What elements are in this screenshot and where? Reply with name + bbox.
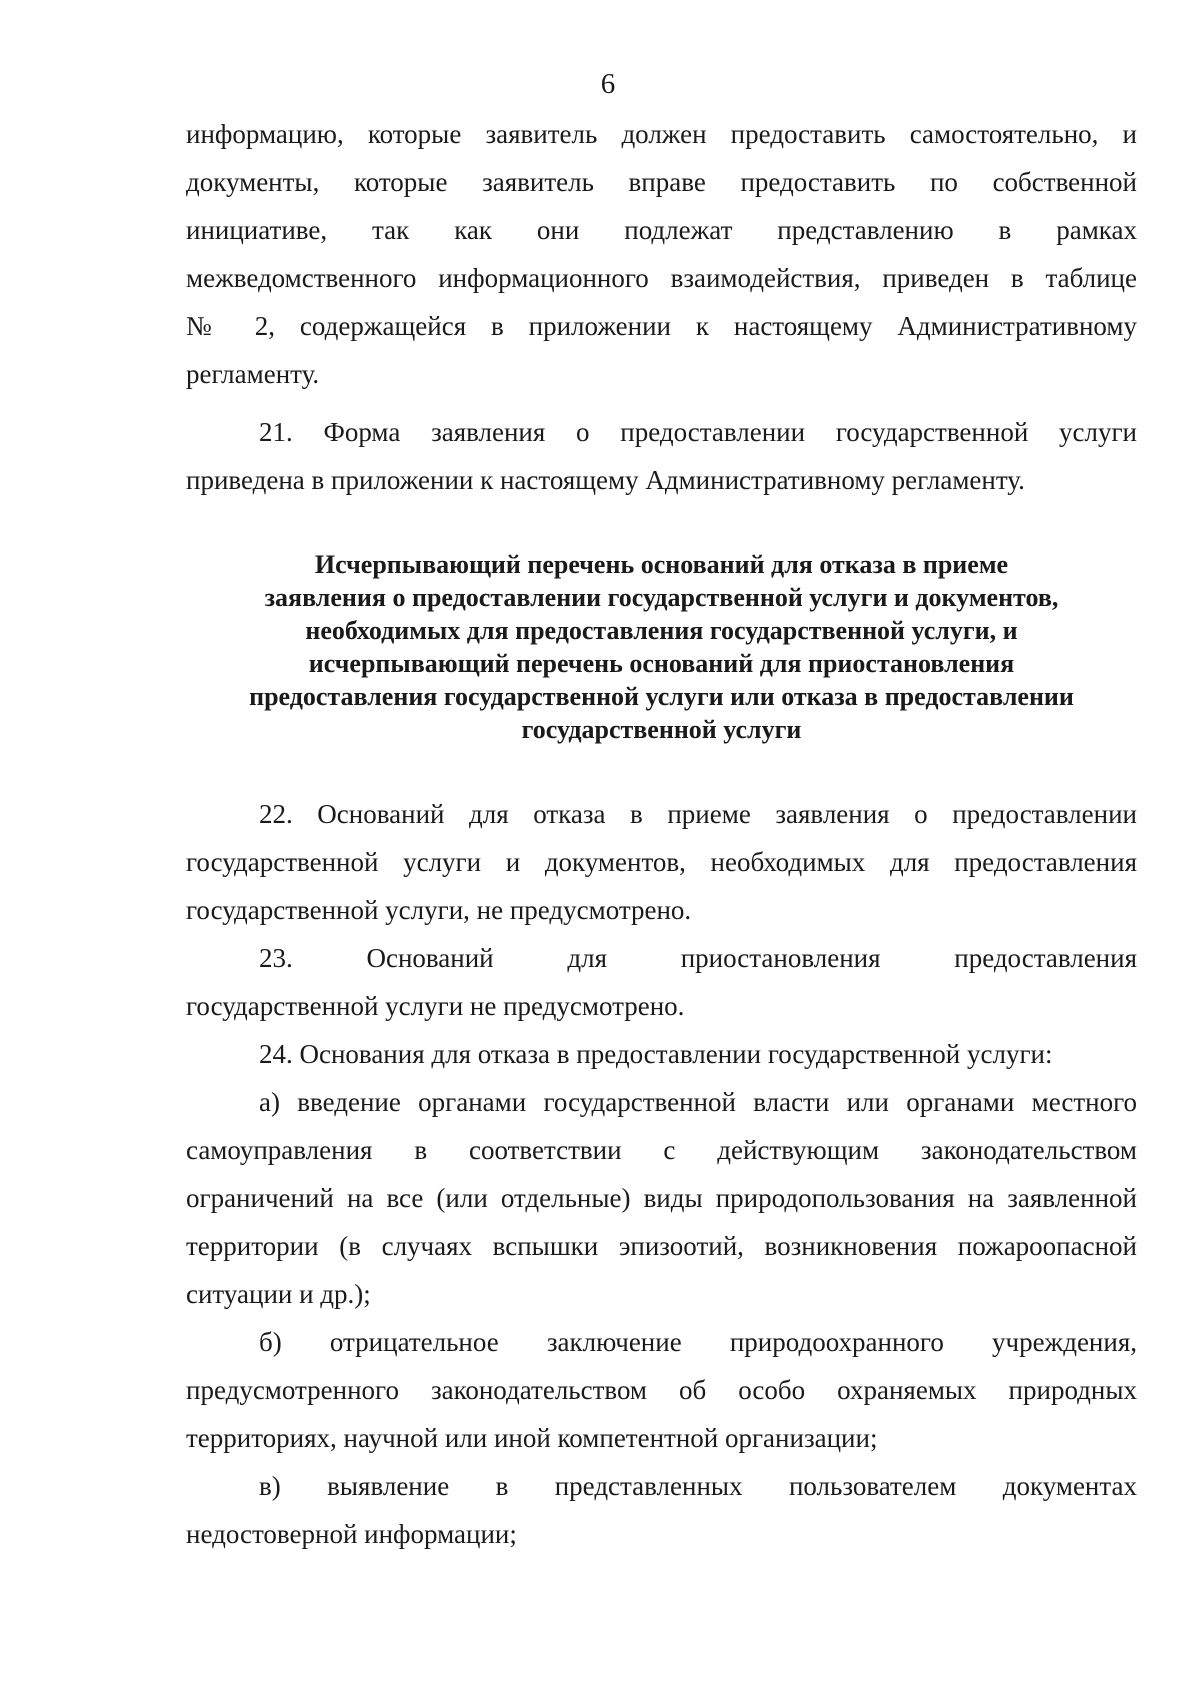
heading-line: необходимых для предоставления государственной услуги, и [305,616,1018,645]
text-line: б) отрицательное заключение природоохранного учреждения, [259,1327,1137,1357]
list-item-a [186,1078,1137,1318]
text-line: № 2, содержащейся в приложении к настоящему Административному [186,311,1137,341]
list-item-b [186,1318,1137,1462]
text-line: ситуации и др.); [186,1279,371,1309]
text-line: территории (в случаях вспышки эпизоотий, возникновения пожароопасной [186,1231,1137,1261]
list-item-v [186,1462,1137,1558]
text-line: самоуправления в соответствии с действующим законодательством [186,1135,1137,1165]
section-heading [186,548,1137,746]
text-line: информацию, которые заявитель должен предоставить самостоятельно, и [186,119,1137,149]
paragraph-22 [186,790,1137,934]
text-line: документы, которые заявитель вправе предоставить по собственной [186,167,1137,197]
paragraph-21 [186,408,1137,504]
page-number: 6 [600,68,616,100]
heading-line: Исчерпывающий перечень оснований для отказа в приеме [314,550,1009,579]
text-line: предусмотренного законодательством об особо охраняемых природных [186,1375,1137,1405]
heading-line: государственной услуги [521,715,802,744]
heading-line: заявления о предоставлении государственной услуги и документов, [264,583,1059,612]
text-line: государственной услуги не предусмотрено. [186,991,685,1021]
paragraph-intro [186,110,1137,398]
text-line: 21. Форма заявления о предоставлении государственной услуги [259,417,1137,447]
text-line: недостоверной информации; [186,1519,517,1549]
paragraph-23 [186,934,1137,1030]
text-line: 23. Оснований для приостановления предоставления [259,943,1137,973]
text-line: а) введение органами государственной власти или органами местного [259,1087,1137,1117]
text-line: государственной услуги и документов, необходимых для предоставления [186,847,1137,877]
text-line: регламенту. [186,359,320,389]
text-line: в) выявление в представленных пользователем документах [259,1471,1137,1501]
text-line: ограничений на все (или отдельные) виды природопользования на заявленной [186,1183,1137,1213]
text-line: 22. Оснований для отказа в приеме заявления о предоставлении [259,799,1137,829]
text-line: инициативе, так как они подлежат представлению в рамках [186,215,1137,245]
heading-line: предоставления государственной услуги или отказа в предоставлении [249,682,1074,711]
heading-line: исчерпывающий перечень оснований для приостановления [308,649,1015,678]
text-line: 24. Основания для отказа в предоставлении государственной услуги: [259,1039,1053,1069]
text-line: территориях, научной или иной компетентной организации; [186,1423,878,1453]
text-line: приведена в приложении к настоящему Административному регламенту. [186,465,1025,495]
text-line: государственной услуги, не предусмотрено. [186,895,692,925]
paragraph-24 [186,1030,1137,1078]
text-line: межведомственного информационного взаимодействия, приведен в таблице [186,263,1137,293]
